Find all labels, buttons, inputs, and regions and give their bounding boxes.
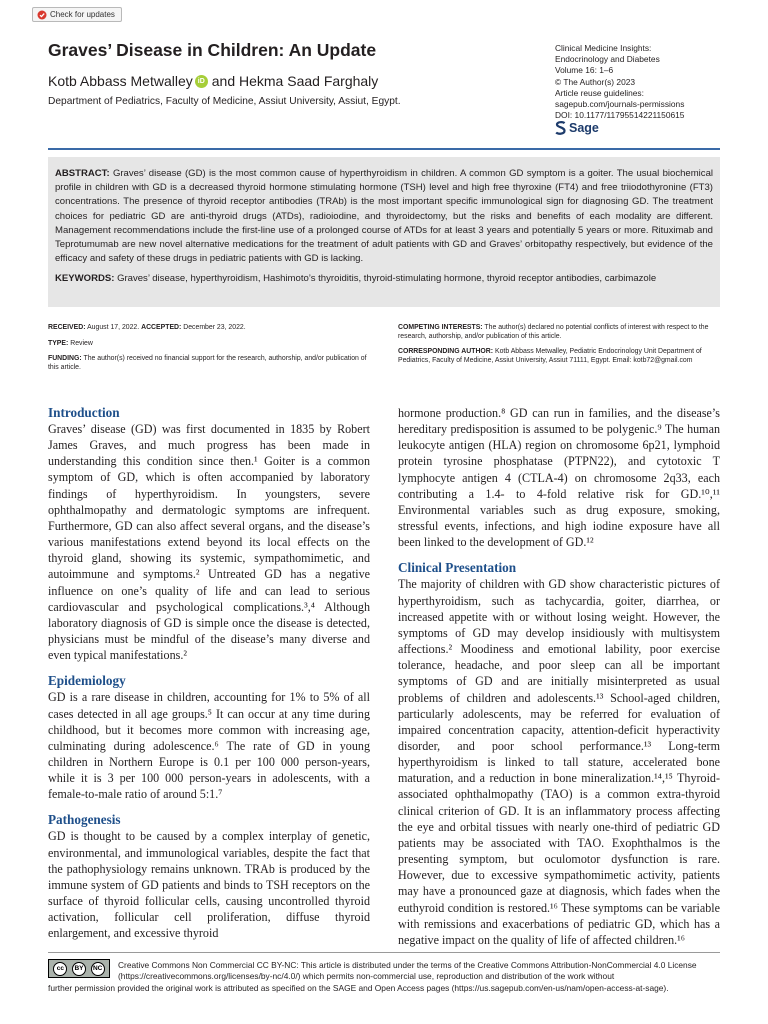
cc-icon: cc [53,962,67,976]
type-label: TYPE: [48,339,69,347]
keywords-paragraph [55,272,713,286]
cc-by-nc-license-badge[interactable] [48,959,110,978]
author-primary[interactable]: Kotb Abbass Metwalley [48,73,193,89]
journal-line: © The Author(s) 2023 [555,76,636,87]
competing-interests [398,324,720,341]
type-value: Review [70,339,93,347]
corresponding-author [398,348,720,365]
sage-logo [555,121,599,135]
article-dates-block [48,324,370,379]
sage-s-icon [555,121,566,135]
section-heading-introduction: Introduction [48,405,120,420]
check-for-updates-label: Check for updates [50,10,115,19]
article-notes-block [398,324,720,372]
affiliation: Department of Pediatrics, Faculty of Medicine, Assiut University, Assiut, Egypt. [48,96,401,107]
keywords-label: KEYWORDS: [55,273,115,285]
orcid-icon[interactable]: iD [195,75,208,88]
abstract-text: Graves’ disease (GD) is the most common cause of hyperthyroidism in children. A common GD symptom is a goiter. The usual biochemical profile in children with GD is a decreased thyroid hormone stimulating hormone (TSH) level and high free thyroxine (FT4) and free triiodothyronine (FT3) concentrations. The presence of thyroid receptor antibodies (TRAb) is the most important specific immunological sign for diagnosing GD. The treatment choices for pediatric GD are anti-thyroid drugs (ATDs), radioiodine, and thyroidectomy, but the risks and benefits of each modality are different. Management recommendations include the first-line use of a prolonged course of ATDs for at least 3 years and potentially 5 years or more. Rituximab and Teprotumumab are new novel alternative medications for the treatment of adult patients with GD and Graves’ orbitopathy respectively, but evidence of the efficacy and safety of these drugs in pediatric patients with GD is lacking. [55,168,713,265]
nc-icon: NC [91,962,105,976]
permissions-link[interactable]: sagepub.com/journals-permissions [555,99,685,110]
competing-label: COMPETING INTERESTS: [398,324,483,331]
funding-label: FUNDING: [48,355,82,363]
license-text: Creative Commons Non Commercial CC BY-NC: This article is distributed under the terms of the Creative Commons Attribution-NonCommercial 4.0 License (https://creativecommons.org/licenses/by-nc/4.0/) which permits non-commercial use, reproduction and distribution of the work without [118,960,697,982]
received-date: August 17, 2022. [87,324,140,331]
accepted-label: ACCEPTED: [141,324,182,331]
keywords-text: Graves’ disease, hyperthyroidism, Hashimoto’s thyroiditis, thyroid-stimulating hormone, thyroid receptor antibodies, carbimazole [117,273,657,285]
section-heading-clinical-presentation: Clinical Presentation [398,560,517,576]
abstract-box [48,157,720,307]
epidemiology-paragraph: GD is a rare disease in children, accounting for 1% to 5% of all cases detected in all age groups.⁵ It can occur at any time during childhood, but it becomes more common with increasing age, culminating during adolescence.⁶ The rate of GD in young children in Northern Europe is 0.1 per 100 000 person-years, while it is 3 per 100 000 person-years in adolescents, with a female-to-male ratio of around 5:1.⁷ [48,690,370,802]
introduction-paragraph: Graves’ disease (GD) was first documented in 1835 by Robert James Graves, and much progress has been made in understanding this condition since then.¹ Goiter is a common symptom of GD, which is often accompanied by laboratory findings of hyperthyroidism. In youngsters, severe ophthalmopathy and dermatologic symptoms are infrequent. Furthermore, GD can also affect several organs, and the disease’s various manifestations extend beyond its local effects on the thyroid gland, showing its systemic, sympathomimetic, and autoimmune and symptoms.² Untreated GD has a negative influence on one’s quality of life and can lead to serious cardiovascular and psychological complications.³,⁴ Although laboratory diagnosis of GD is simple once the disease is detected, physicians must be mindful of the disease’s many diverse and even typical manifestations.² [48,422,370,663]
abstract-label: ABSTRACT: [55,168,110,179]
doi-link[interactable]: DOI: 10.1177/11795514221150615 [555,110,685,121]
pathogenesis-paragraph: GD is thought to be caused by a complex interplay of genetic, environmental, and immunological variables, despite the fact that the pathophysiology remains unknown. TRAb is produced by the immune system of GD patients and binds to TSH receptors on the surface of thyroid follicular cells, causing uncontrolled thyroid activation, follicular cell proliferation, diffuse thyroid enlargement, and excessive thyroid [48,829,370,941]
corresponding-text: Kotb Abbass Metwalley, Pediatric Endocrinology Unit Department of Pediatrics, Faculty of Medicine, Assiut University, Assiut 71111, Egypt. Email: kotb72@gmail.com [398,348,702,364]
journal-line: Endocrinology and Diabetes [555,54,660,65]
update-badge-icon [37,10,47,20]
journal-line: Article reuse guidelines: [555,87,644,98]
body-column-left [48,405,370,942]
by-icon: BY [72,962,86,976]
funding-statement [48,355,370,372]
article-type [48,340,370,349]
author-secondary: and Hekma Saad Farghaly [211,73,379,89]
journal-line: Volume 16: 1–6 [555,65,614,76]
body-column-right [398,405,720,948]
publisher-name: Sage [569,121,599,135]
section-heading-epidemiology: Epidemiology [48,673,126,689]
clinical-presentation-paragraph: The majority of children with GD show characteristic pictures of hyperthyroidism, such as tachycardia, goiter, diarrhea, or increased appetite with or without losing weight. However, the symptoms of GD may develop insidiously with multisystem affections.² Moodiness and emotional lability, poor exercise tolerance, headache, and poor sleep can all be important symptoms of GD and are initially misinterpreted as usual problems of children and adolescents.¹³ School-aged children, particularly adolescents, may be referred for evaluation of impaired concentration capacity, attention-deficit hyperactivity disorder, and poor school performance.¹³ Long-term hyperthyroidism is linked to tall stature, accelerated bone maturation, and a reduction in bone mineralization.¹⁴,¹⁵ Thyroid-associated ophthalmopathy (TAO) is a common extra-thyroid clinical criterion of GD. It is an inflammatory process affecting the eye and orbital tissues with nearly one-third of pediatric GD patients may be associated with TAO. Exophthalmos is the presenting symptom, but oculomotor dysfunction is rare. However, due to excessive sympathomimetic activity, patients may have a pronounced gaze at diagnosis, which fades when the euthyroid condition is restored.¹⁶ These symptoms can be variable with remissions and exacerbations of pediatric GD, which has a negative impact on the quality of life of affected children.¹⁶ [398,577,720,947]
pathogenesis-continued-paragraph: hormone production.⁸ GD can run in families, and the disease’s hereditary predisposition is assumed to be polygenic.⁹ The human leukocyte antigen (HLA) region on chromosome 6p21, lymphoid protein tyrosine phosphatase (PTPN22), and cytotoxic T lymphocyte antigen 4 (CTLA-4) on chromosome 2q33, each contributing a 1.4- to 4-fold relative risk for GD.¹⁰,¹¹ Environmental variables such as drug exposure, smoking, stressful events, infections, and high iodine exposure have all been linked to the development of GD.¹² [398,406,720,550]
license-text-continued: further permission provided the original work is attributed as specified on the SAGE and Open Access pages (https://us.sagepub.com/en-us/nam/open-access-at-sage). [48,983,669,993]
competing-text: The author(s) declared no potential conflicts of interest with respect to the research, authorship, and/or publication of this article. [398,324,709,340]
header-divider [48,148,720,150]
corresponding-label: CORRESPONDING AUTHOR: [398,348,494,356]
accepted-date: December 23, 2022. [183,324,246,331]
author-line [48,73,378,89]
article-title: Graves’ Disease in Children: An Update [48,40,377,60]
received-accepted [48,324,370,333]
section-heading-pathogenesis: Pathogenesis [48,812,121,828]
journal-metadata [555,43,684,121]
journal-line: Clinical Medicine Insights: [555,43,652,53]
received-label: RECEIVED: [48,324,86,331]
check-for-updates-button[interactable] [32,7,122,22]
footer-divider [48,952,720,953]
funding-text: The author(s) received no financial support for the research, authorship, and/or publication of this article. [48,355,367,371]
abstract-paragraph [55,167,713,266]
